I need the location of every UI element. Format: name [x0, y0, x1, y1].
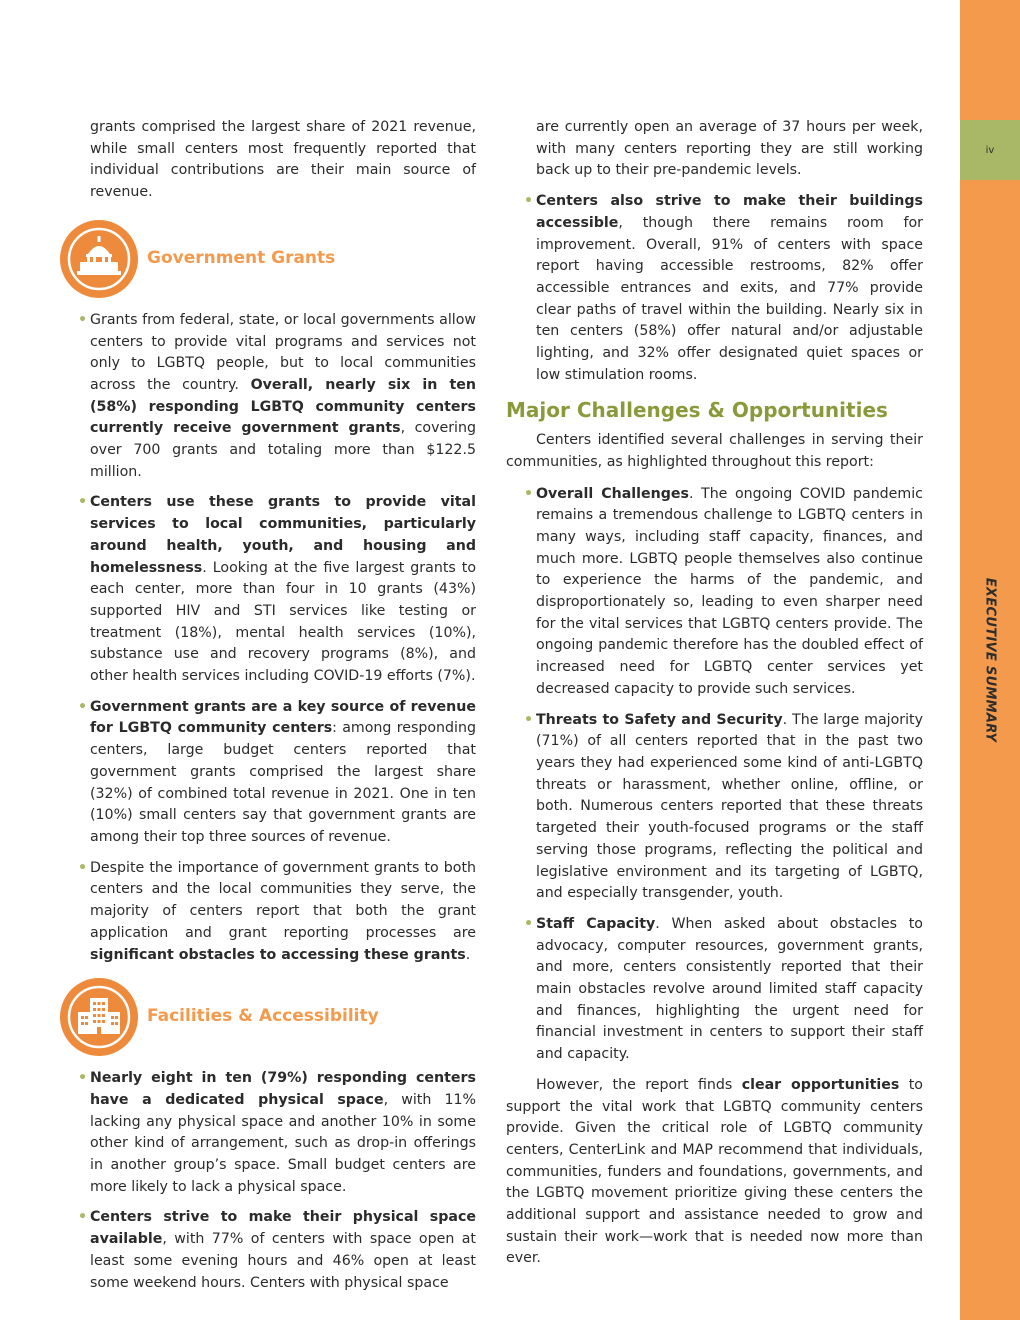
- left-column: [90, 117, 476, 1303]
- list-item: • Centers use these grants to provide vital services to local communities, particularly around health, youth, and housing and homelessness. Looking at the five largest grants to each center, more than four in 10 grants (43%) supported HIV and STI services like testing or treatment (18%), mental health services (10%), substance use and recovery programs (8%), and other health services including COVID-19 efforts (7%).: [90, 492, 476, 687]
- continued-paragraph: are currently open an average of 37 hours per week, with many centers reporting they are still working back up to their pre-pandemic levels.: [536, 119, 923, 179]
- accessibility-bullets: [506, 191, 923, 386]
- section-title-facilities: Facilities & Accessibility: [147, 1006, 379, 1027]
- list-item: • Threats to Safety and Security. The large majority (71%) of all centers reported that in the past two years they had experienced some kind of anti-LGBTQ threats or harassment, whether online, offline, or both. Numerous centers reported that these threats targeted their youth-focused programs or the staff serving those programs, reflecting the political and legislative environment and its targeting of LGBTQ, and especially transgender, youth.: [536, 710, 923, 905]
- list-item: • Overall Challenges. The ongoing COVID pandemic remains a tremendous challenge to LGBTQ centers in many ways, including staff capacity, finances, and much more. LGBTQ people themselves also continue to experience the harms of the pandemic, and disproportionately so, leading to even sharper need for the vital services that LGBTQ centers provide. The ongoing pandemic therefore has the doubled effect of increased need for LGBTQ center services yet decreased capacity to provide such services.: [536, 484, 923, 701]
- major-challenges-heading: Major Challenges & Opportunities: [506, 398, 888, 423]
- list-item: • Government grants are a key source of revenue for LGBTQ community centers: among responding centers, large budget centers reported that government grants comprised the largest share (32%) of combined total revenue in 2021. One in ten (10%) small centers say that government grants are among their top three sources of revenue.: [90, 697, 476, 849]
- list-item: • Despite the importance of government grants to both centers and the local communities they serve, the majority of centers report that both the grant application and grant reporting processes are significant obstacles to accessing these grants.: [90, 858, 476, 967]
- list-item: • Grants from federal, state, or local governments allow centers to provide vital programs and services not only to LGBTQ people, but to local communities across the country. Overall, nearly six in ten (58%) responding LGBTQ community centers currently receive government grants, covering over 700 grants and totaling more than $122.5 million.: [90, 310, 476, 484]
- capitol-building-icon: [60, 220, 138, 298]
- section-label: EXECUTIVE SUMMARY: [982, 577, 998, 743]
- section-title-government-grants: Government Grants: [147, 247, 336, 268]
- list-item: • Staff Capacity. When asked about obstacles to advocacy, computer resources, government grants, and more, centers consistently reported that their main obstacles revolve around limited staff capacity and finances, highlighting the urgent need for financial investment in centers to support their staff and capacity.: [536, 914, 923, 1066]
- intro-paragraph: grants comprised the largest share of 2021 revenue, while small centers most frequently reported that individual contributions are their main source of revenue.: [90, 119, 476, 201]
- page-number: iv: [960, 120, 1020, 180]
- facilities-bullets: [90, 1068, 476, 1294]
- list-item: • Nearly eight in ten (79%) responding centers have a dedicated physical space, with 11% lacking any physical space and another 10% in some other kind of arrangement, such as drop-in offerings in another group’s space. Small budget centers are more likely to lack a physical space.: [90, 1068, 476, 1198]
- government-grants-header: [60, 220, 476, 298]
- government-bullets: [90, 310, 476, 966]
- building-icon: [60, 978, 138, 1056]
- facilities-header: [60, 978, 476, 1056]
- right-column: [506, 117, 923, 1280]
- closing-paragraph: However, the report finds clear opportunities to support the vital work that LGBTQ community centers provide. Given the critical role of LGBTQ community centers, CenterLink and MAP recommend that individuals, communities, funders and foundations, governments, and the LGBTQ movement prioritize giving these centers the additional support and assistance needed to grow and sustain their work—work that is needed now more than ever.: [506, 1076, 923, 1267]
- list-item: • Centers also strive to make their buildings accessible, though there remains room for improvement. Overall, 91% of centers with space report having accessible restrooms, 82% offer accessible entrances and exits, and 77% provide clear paths of travel within the building. Nearly six in ten centers (58%) offer natural and/or adjustable lighting, and 32% offer designated quiet spaces or low stimulation rooms.: [536, 191, 923, 386]
- challenges-intro: Centers identified several challenges in serving their communities, as highlighted throughout this report:: [506, 432, 923, 470]
- challenges-bullets: [506, 484, 923, 1066]
- list-item: • Centers strive to make their physical space available, with 77% of centers with space open at least some evening hours and 46% open at least some weekend hours. Centers with physical space: [90, 1207, 476, 1294]
